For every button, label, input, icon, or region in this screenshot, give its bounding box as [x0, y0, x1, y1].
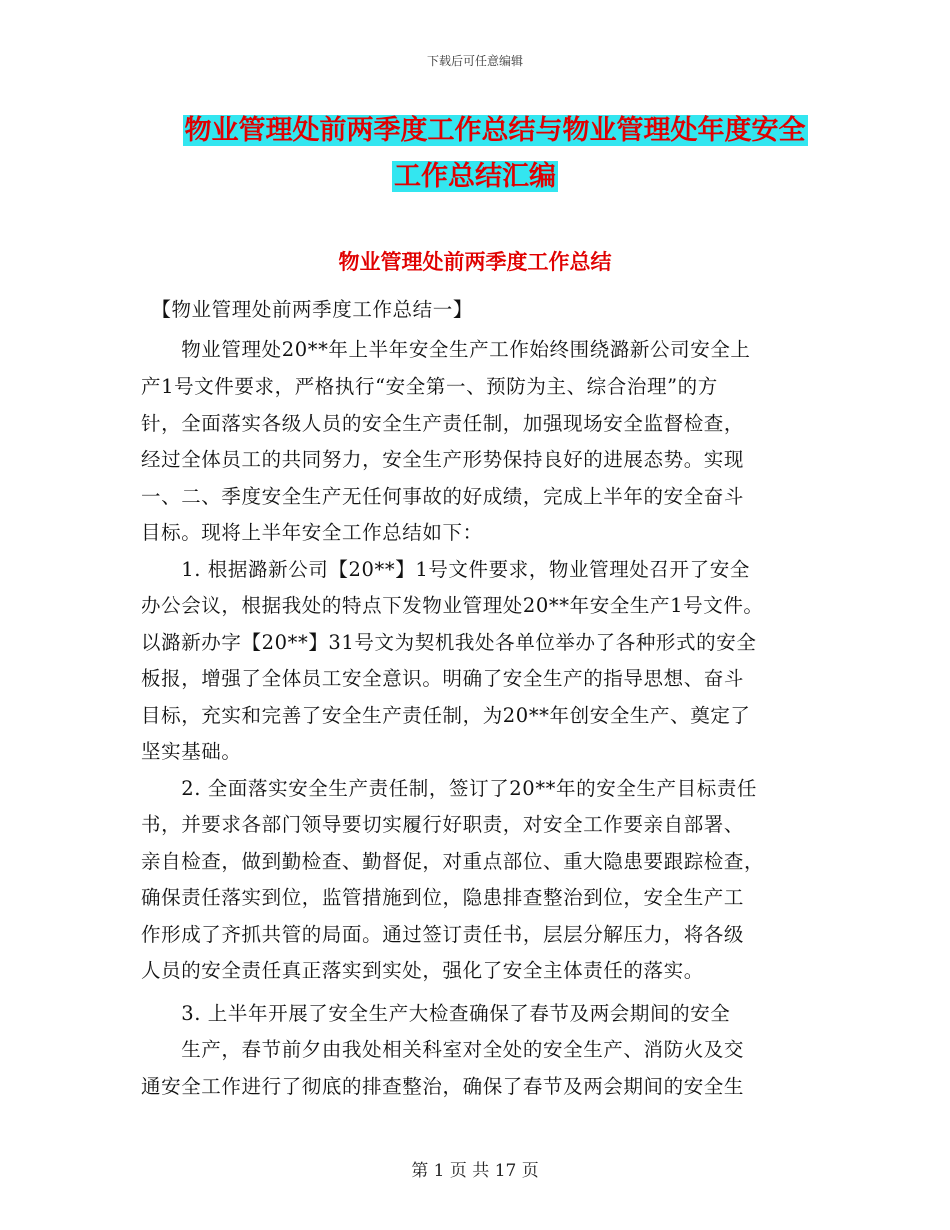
body-line: 一、二、季度安全生产无任何事故的好成绩，完成上半年的安全奋斗 — [141, 485, 745, 508]
body-line: 物业管理处20**年上半年安全生产工作始终围绕潞新公司安全上 — [141, 338, 751, 361]
document-title-line-2 — [0, 158, 950, 196]
body-line: 坚实基础。 — [141, 740, 242, 763]
body-line: 人员的安全责任真正落实到实处，强化了安全主体责任的落实。 — [141, 959, 704, 982]
body-line: 目标。现将上半年安全工作总结如下： — [141, 521, 483, 544]
document-title-line-1 — [0, 112, 950, 150]
header-note: 下载后可任意编辑 — [426, 54, 523, 68]
page-number-footer: 第 1 页 共 17 页 — [411, 1161, 539, 1181]
body-line: 以潞新办字【20**】31号文为契机我处各单位举办了各种形式的安全 — [141, 631, 757, 654]
body-line: 【物业管理处前两季度工作总结一】 — [141, 298, 473, 321]
body-line: 办公会议，根据我处的特点下发物业管理处20**年安全生产1号文件。 — [141, 594, 764, 617]
body-line: 针，全面落实各级人员的安全生产责任制，加强现场安全监督检查， — [141, 412, 745, 435]
section-title: 物业管理处前两季度工作总结 — [338, 250, 612, 274]
body-line: 目标，充实和完善了安全生产责任制，为20**年创安全生产、奠定了 — [141, 704, 751, 727]
body-line: 通安全工作进行了彻底的排查整治，确保了春节及两会期间的安全生 — [141, 1075, 745, 1098]
body-line: 1. 根据潞新公司【20**】1号文件要求，物业管理处召开了安全 — [141, 558, 750, 581]
body-line: 生产，春节前夕由我处相关科室对全处的安全生产、消防火及交 — [141, 1038, 745, 1061]
body-line: 经过全体员工的共同努力，安全生产形势保持良好的进展态势。实现 — [141, 448, 745, 471]
body-line: 3. 上半年开展了安全生产大检查确保了春节及两会期间的安全 — [141, 1002, 731, 1025]
body-line: 确保责任落实到位，监管措施到位，隐患排查整治到位，安全生产工 — [141, 886, 745, 909]
body-line: 作形成了齐抓共管的局面。通过签订责任书，层层分解压力，将各级 — [141, 923, 745, 946]
body-line: 书，并要求各部门领导要切实履行好职责，对安全工作要亲自部署、 — [141, 813, 745, 836]
document-title-text-1: 物业管理处前两季度工作总结与物业管理处年度安全 — [184, 115, 806, 146]
body-line: 产1号文件要求，严格执行“安全第一、预防为主、综合治理”的方 — [141, 375, 718, 398]
body-line: 亲自检查，做到勤检查、勤督促，对重点部位、重大隐患要跟踪检查， — [141, 850, 765, 873]
document-title-text-2: 工作总结汇编 — [394, 161, 556, 192]
body-line: 2. 全面落实安全生产责任制，签订了20**年的安全生产目标责任 — [141, 777, 758, 800]
body-line: 板报，增强了全体员工安全意识。明确了安全生产的指导思想、奋斗 — [141, 667, 745, 690]
